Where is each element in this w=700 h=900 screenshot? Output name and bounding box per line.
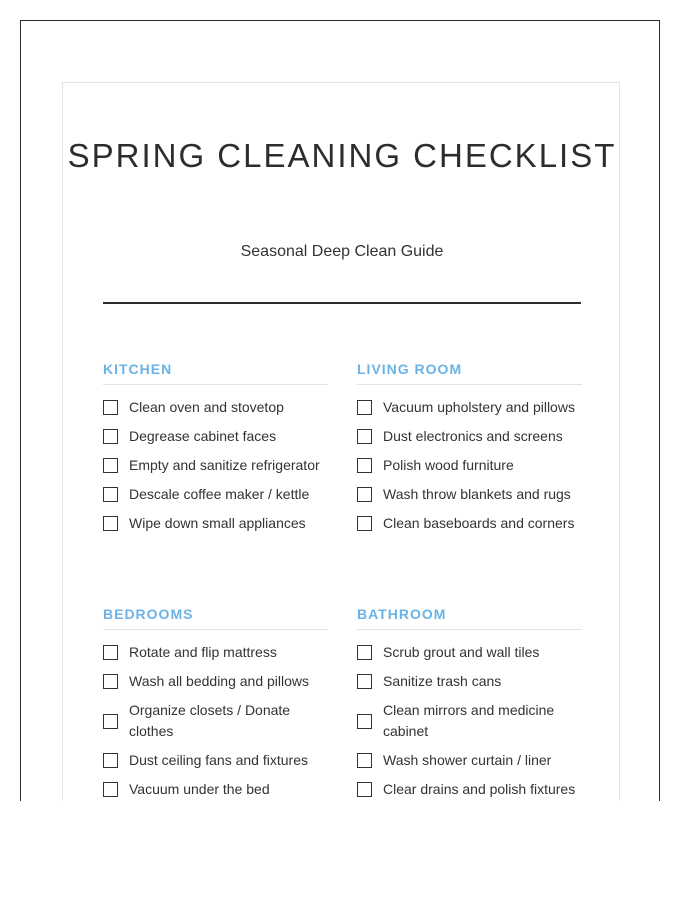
item-label: Clear drains and polish fixtures bbox=[383, 781, 576, 797]
checklist-item[interactable] bbox=[357, 750, 582, 771]
checklist-item[interactable] bbox=[357, 700, 582, 742]
checklist-item[interactable] bbox=[357, 513, 582, 534]
checklist-item[interactable] bbox=[357, 671, 582, 692]
section-heading: BATHROOM bbox=[357, 606, 582, 630]
checkbox[interactable] bbox=[103, 458, 118, 473]
section-living-room bbox=[357, 361, 582, 542]
item-label: Organize closets / Donate clothes bbox=[129, 702, 291, 739]
item-label: Descale coffee maker / kettle bbox=[129, 486, 310, 502]
checklist-item[interactable] bbox=[103, 642, 328, 663]
checkbox[interactable] bbox=[357, 429, 372, 444]
item-label: Dust electronics and screens bbox=[383, 428, 563, 444]
checkbox[interactable] bbox=[103, 674, 118, 689]
checklist-item[interactable] bbox=[357, 397, 582, 418]
checklist-item[interactable] bbox=[357, 455, 582, 476]
checkbox[interactable] bbox=[357, 753, 372, 768]
section-heading: BEDROOMS bbox=[103, 606, 328, 630]
checklist-item[interactable] bbox=[103, 779, 328, 800]
item-label: Polish wood furniture bbox=[383, 457, 514, 473]
section-heading: KITCHEN bbox=[103, 361, 328, 385]
item-label: Wash all bedding and pillows bbox=[129, 673, 310, 689]
page-title: SPRING CLEANING CHECKLIST bbox=[67, 137, 617, 174]
checkbox[interactable] bbox=[103, 400, 118, 415]
checklist-item[interactable] bbox=[357, 484, 582, 505]
checkbox[interactable] bbox=[103, 753, 118, 768]
checklist-item[interactable] bbox=[103, 426, 328, 447]
checkbox[interactable] bbox=[103, 516, 118, 531]
item-label: Clean oven and stovetop bbox=[129, 399, 284, 415]
section-kitchen bbox=[103, 361, 328, 542]
checklist-item[interactable] bbox=[103, 484, 328, 505]
checklist-item[interactable] bbox=[103, 455, 328, 476]
section-bathroom bbox=[357, 606, 582, 801]
checklist-item[interactable] bbox=[103, 671, 328, 692]
item-label: Wash shower curtain / liner bbox=[383, 752, 552, 768]
checklist-items bbox=[103, 397, 328, 534]
page-sheet bbox=[20, 20, 660, 801]
checklist-item[interactable] bbox=[357, 779, 582, 800]
checklist-items bbox=[103, 642, 328, 800]
item-label: Rotate and flip mattress bbox=[129, 644, 277, 660]
checklist-item[interactable] bbox=[103, 397, 328, 418]
page-subtitle: Seasonal Deep Clean Guide bbox=[240, 243, 444, 260]
item-label: Dust ceiling fans and fixtures bbox=[129, 752, 308, 768]
item-label: Clean baseboards and corners bbox=[383, 515, 575, 531]
item-label: Sanitize trash cans bbox=[383, 673, 502, 689]
checkbox[interactable] bbox=[103, 429, 118, 444]
item-label: Vacuum under the bed bbox=[129, 781, 270, 797]
checkbox[interactable] bbox=[357, 674, 372, 689]
checklist-item[interactable] bbox=[103, 700, 328, 742]
checkbox[interactable] bbox=[357, 782, 372, 797]
title-divider bbox=[103, 302, 581, 304]
checklist-items bbox=[357, 397, 582, 534]
checkbox[interactable] bbox=[357, 714, 372, 729]
checkbox[interactable] bbox=[357, 458, 372, 473]
checkbox[interactable] bbox=[103, 782, 118, 797]
checklist-item[interactable] bbox=[357, 642, 582, 663]
checkbox[interactable] bbox=[103, 487, 118, 502]
checkbox[interactable] bbox=[357, 645, 372, 660]
item-label: Scrub grout and wall tiles bbox=[383, 644, 540, 660]
checkbox[interactable] bbox=[103, 645, 118, 660]
item-label: Wash throw blankets and rugs bbox=[383, 486, 571, 502]
checklist-item[interactable] bbox=[103, 750, 328, 771]
checkbox[interactable] bbox=[103, 714, 118, 729]
item-label: Empty and sanitize refrigerator bbox=[129, 457, 320, 473]
checklist-card bbox=[62, 82, 620, 801]
item-label: Wipe down small appliances bbox=[129, 515, 306, 531]
checklist-item[interactable] bbox=[357, 426, 582, 447]
section-bedrooms bbox=[103, 606, 328, 801]
checklist-items bbox=[357, 642, 582, 800]
checkbox[interactable] bbox=[357, 487, 372, 502]
checkbox[interactable] bbox=[357, 400, 372, 415]
checkbox[interactable] bbox=[357, 516, 372, 531]
item-label: Degrease cabinet faces bbox=[129, 428, 277, 444]
item-label: Vacuum upholstery and pillows bbox=[383, 399, 575, 415]
checklist-item[interactable] bbox=[103, 513, 328, 534]
section-heading: LIVING ROOM bbox=[357, 361, 582, 385]
item-label: Clean mirrors and medicine cabinet bbox=[383, 702, 555, 739]
